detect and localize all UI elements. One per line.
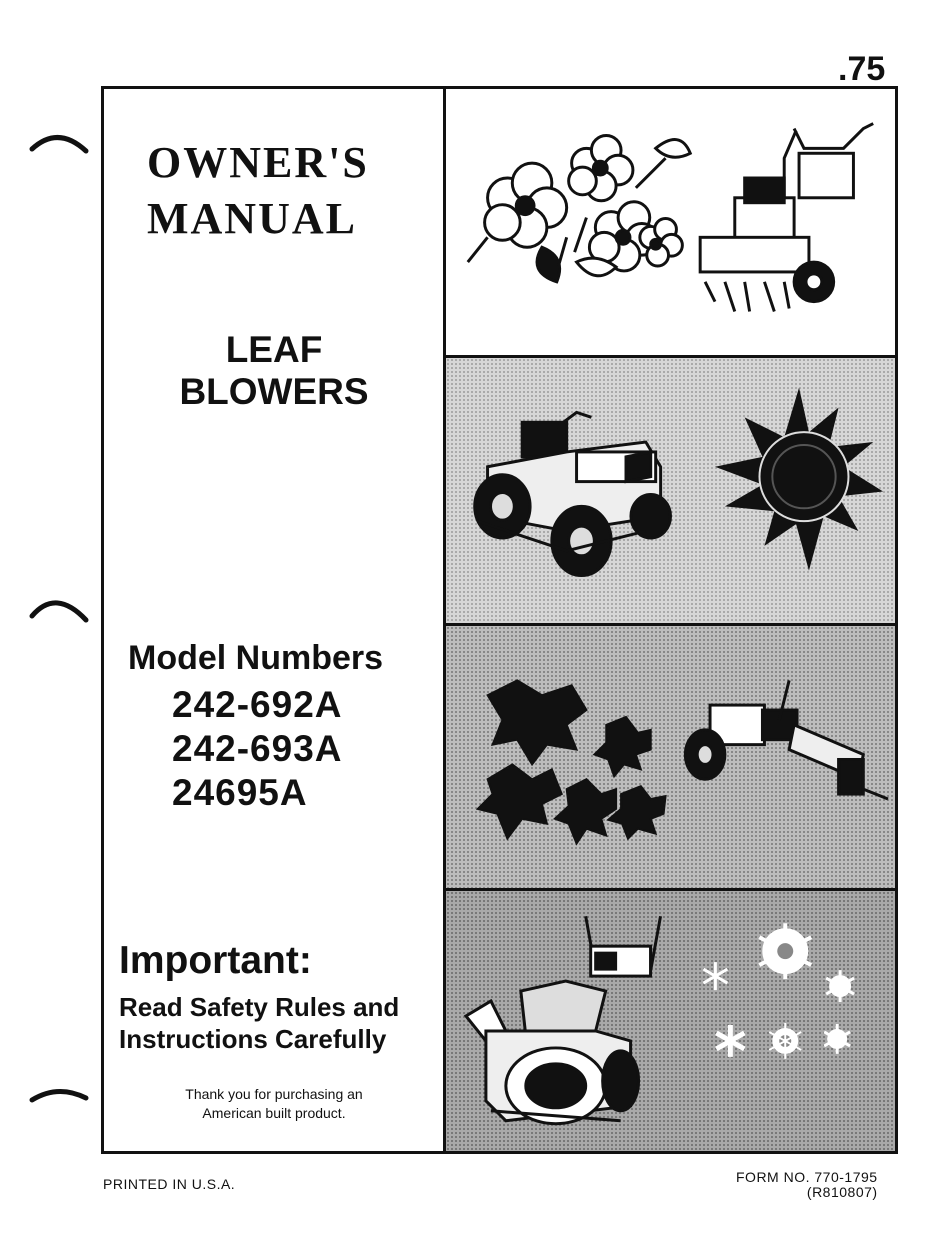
cover-text-column <box>104 89 446 1151</box>
binder-hole-mark <box>28 590 90 630</box>
printed-in-label: PRINTED IN U.S.A. <box>103 1176 236 1192</box>
snowflake-icon <box>759 923 811 979</box>
snowflake-icon <box>716 1025 744 1057</box>
snowflake-icon <box>769 1023 801 1059</box>
flower-icon <box>485 163 567 247</box>
leaf-icon <box>478 680 666 843</box>
leaves-and-blower-illustration <box>446 626 895 888</box>
safety-line-1: Read Safety Rules and <box>119 992 400 1022</box>
flower-icon <box>569 135 633 200</box>
safety-line-2: Instructions Carefully <box>119 1024 387 1054</box>
title-line-1: OWNER'S <box>147 138 369 187</box>
product-line-1: LEAF <box>225 329 323 370</box>
model-number: 242-693A <box>172 728 343 769</box>
winter-panel <box>446 891 895 1151</box>
fall-panel <box>446 626 895 891</box>
binder-hole-mark <box>28 125 90 165</box>
product-line-2: BLOWERS <box>179 371 369 412</box>
form-number <box>736 1170 878 1200</box>
summer-panel <box>446 358 895 626</box>
cover-frame <box>101 86 898 1154</box>
title-line-2: MANUAL <box>147 194 357 243</box>
thanks-line-1: Thank you for purchasing an <box>185 1086 363 1102</box>
flowers-and-tiller-illustration <box>446 89 895 355</box>
snowflake-icon <box>703 962 727 990</box>
form-revision-code: (R810807) <box>806 1184 878 1200</box>
model-number: 242-692A <box>172 684 343 725</box>
price-label: .75 <box>838 50 886 88</box>
model-number-list <box>172 683 343 815</box>
form-number-line: FORM NO. 770-1795 <box>736 1169 878 1185</box>
spring-panel <box>446 89 895 358</box>
snowflake-icon <box>826 970 854 1002</box>
product-name <box>104 329 444 413</box>
tractor-and-sun-illustration <box>446 358 895 623</box>
leaf-blower-icon <box>685 680 888 799</box>
snowblower-and-snowflakes-illustration <box>446 891 895 1151</box>
snowflake-icon <box>824 1024 850 1054</box>
model-numbers-label: Model Numbers <box>128 639 384 677</box>
sun-icon <box>715 388 883 571</box>
safety-notice <box>119 991 439 1055</box>
manual-title <box>147 135 369 247</box>
snowblower-icon <box>466 916 661 1124</box>
binder-hole-mark <box>28 1070 90 1110</box>
snowflakes <box>703 923 854 1059</box>
important-heading: Important: <box>119 939 312 982</box>
thanks-line-2: American built product. <box>202 1105 346 1121</box>
model-number: 24695A <box>172 772 308 813</box>
tractor-icon <box>475 412 671 575</box>
season-illustrations <box>446 89 895 1151</box>
tiller-icon <box>700 124 873 312</box>
thank-you-note <box>104 1085 444 1123</box>
